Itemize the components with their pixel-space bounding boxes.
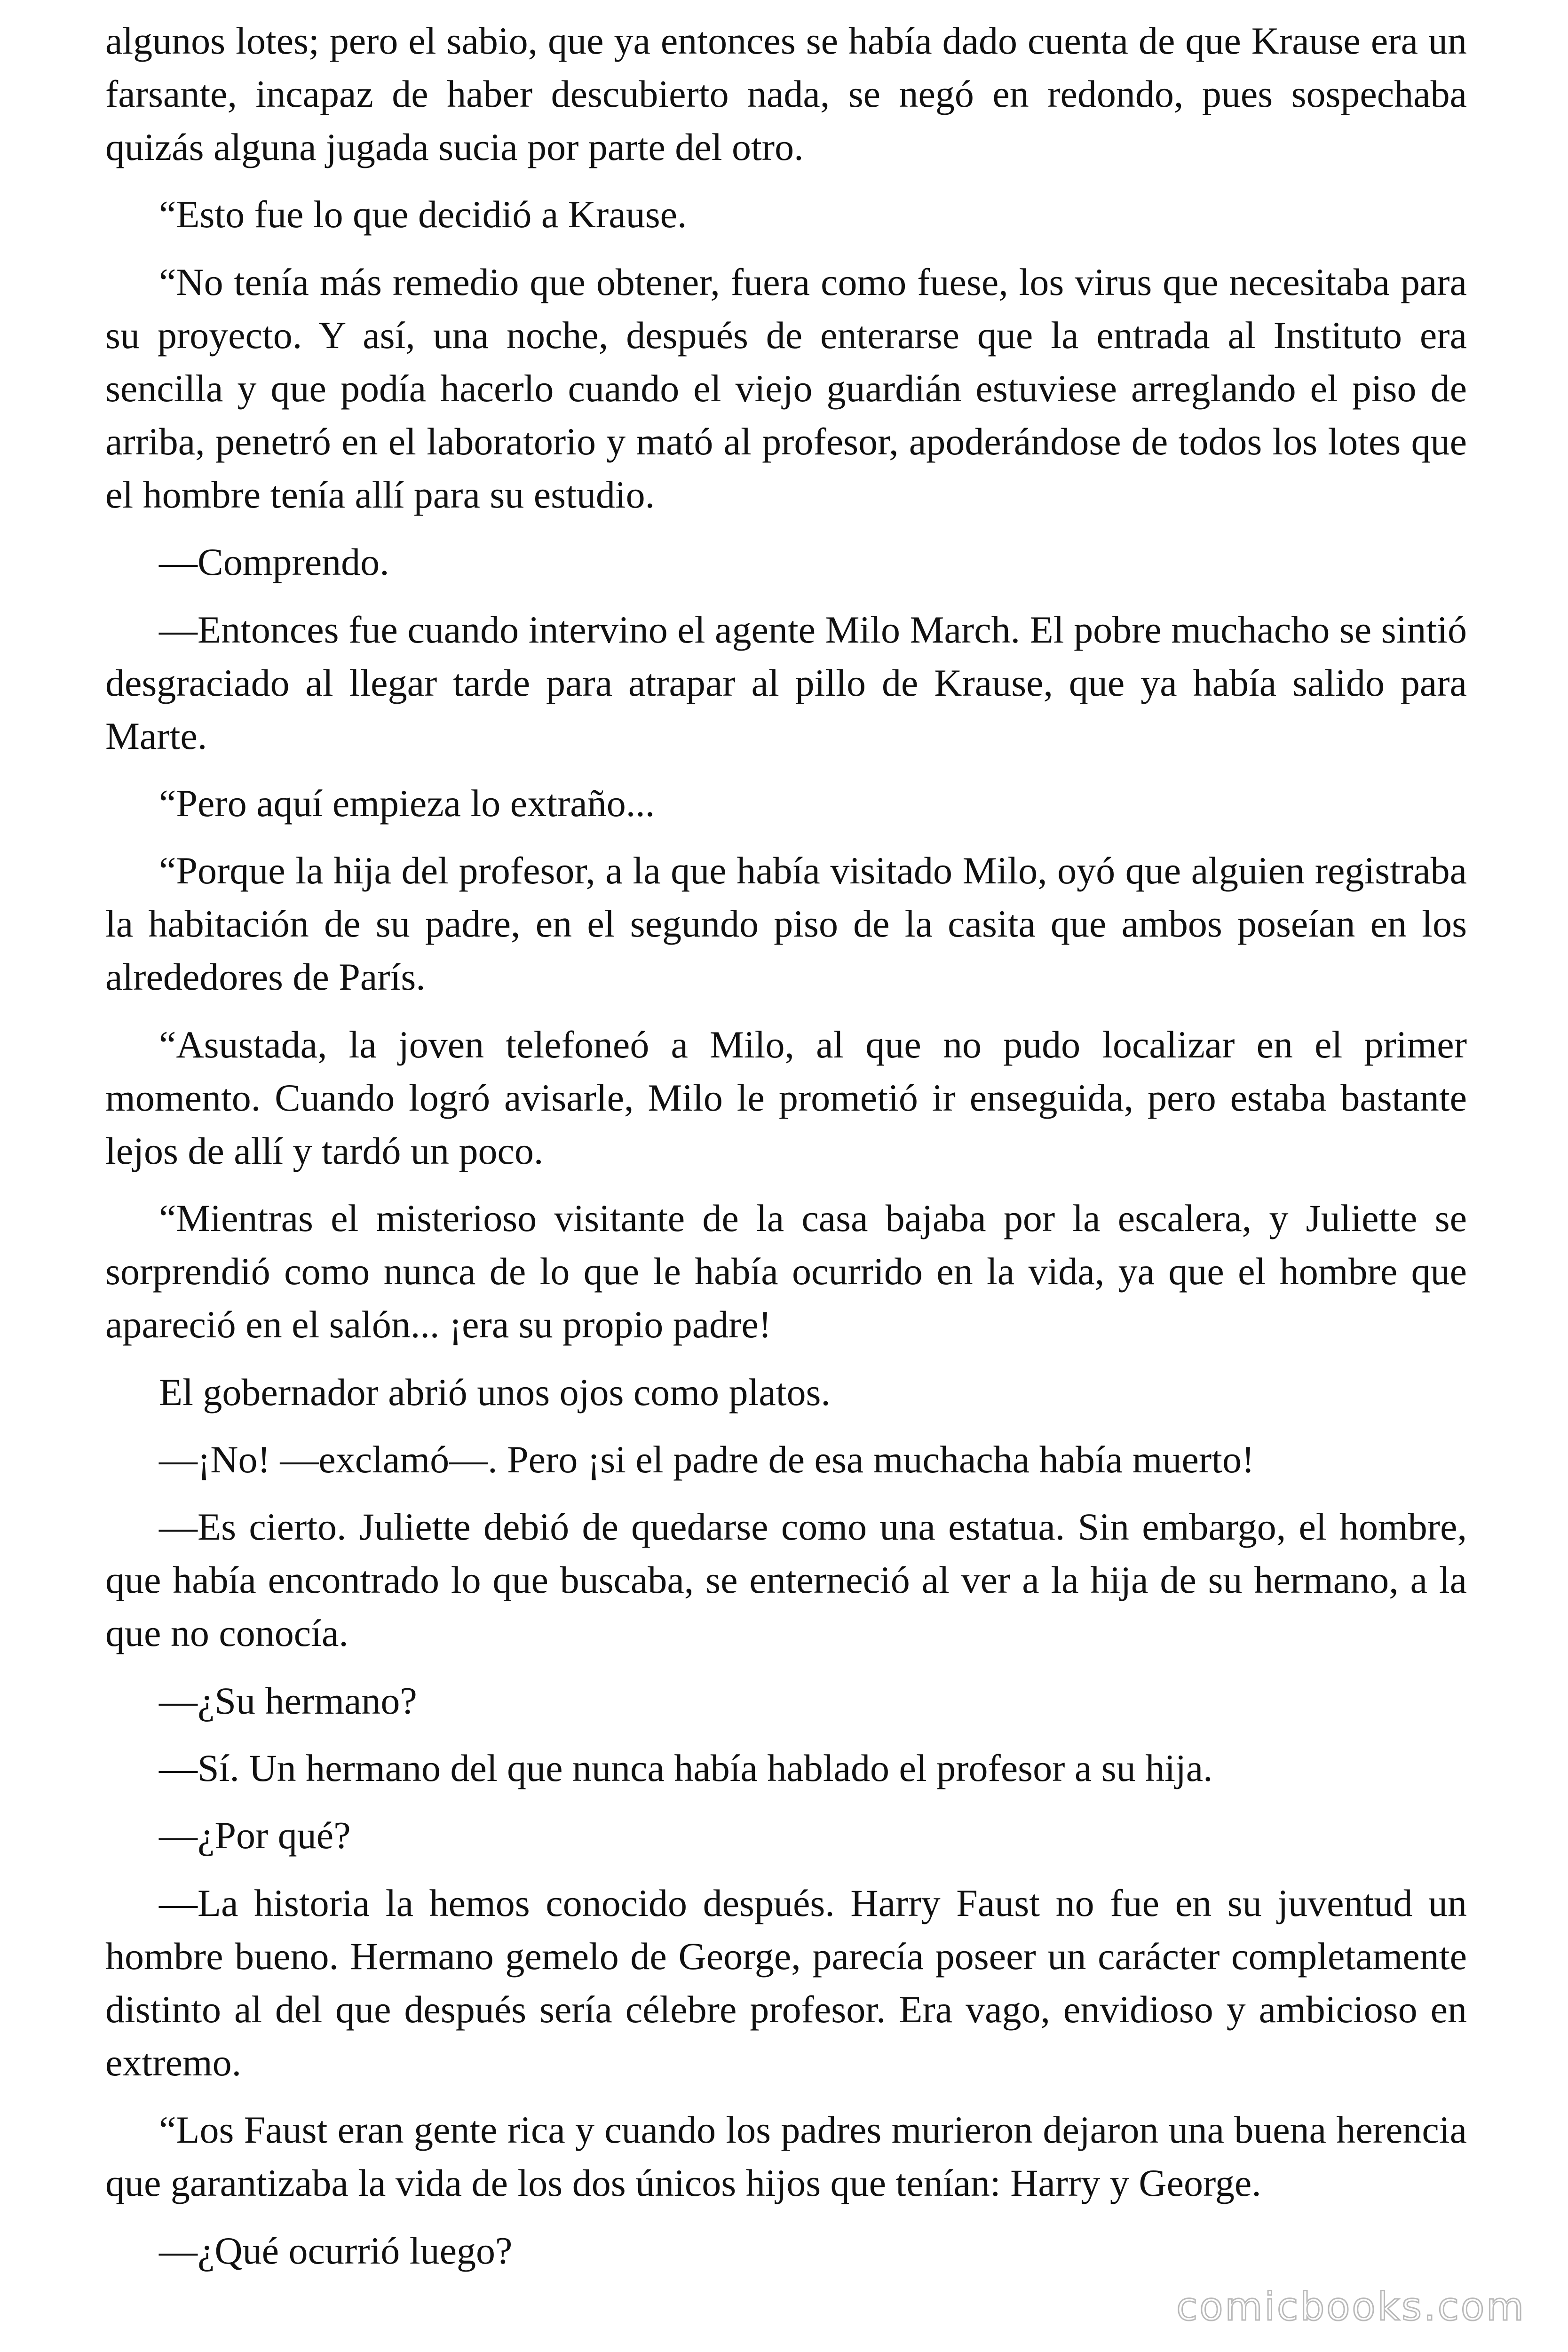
paragraph: “Pero aquí empieza lo extraño... [159,781,655,825]
paragraph: “Esto fue lo que decidió a Krause. [159,193,687,236]
paragraph: —¿Qué ocurrió luego? [159,2229,513,2272]
paragraph: “No tenía más remedio que obtener, fuera como fuese, los virus que necesitaba para su proyecto. Y así, una noche, después de enterarse que la entrada al Instituto era sencilla y que podía hacerlo cuando el viejo guardián estuviese arreglando el piso de arriba, penetró en el laboratorio y mató al profesor, apoderándose de todos los lotes que el hombre tenía allí para su estudio. [105,260,1467,516]
paragraph: —La historia la hemos conocido después. Harry Faust no fue en su juventud un hombre bueno. Hermano gemelo de George, parecía poseer un carácter completamente distinto al del que después sería célebre profesor. Era vago, envidioso y ambicioso en extremo. [105,1881,1467,2084]
paragraph: —Comprendo. [159,540,389,584]
paragraph: —¡No! —exclamó—. Pero ¡si el padre de esa muchacha había muerto! [159,1438,1255,1481]
paragraph: “Porque la hija del profesor, a la que había visitado Milo, oyó que alguien registraba la habitación de su padre, en el segundo piso de la casita que ambos poseían en los alrededores de París. [105,849,1467,999]
paragraph: —¿Su hermano? [159,1679,417,1722]
paragraph: “Asustada, la joven telefoneó a Milo, al que no pudo localizar en el primer momento. Cuando logró avisarle, Milo le prometió ir enseguida, pero estaba bastante lejos de allí y tardó un poco. [105,1023,1467,1172]
paragraph: —¿Por qué? [159,1814,351,1857]
paragraph: —Entonces fue cuando intervino el agente Milo March. El pobre muchacho se sintió desgraciado al llegar tarde para atrapar al pillo de Krause, que ya había salido para Marte. [105,608,1467,757]
paragraph: —Es cierto. Juliette debió de quedarse como una estatua. Sin embargo, el hombre, que había encontrado lo que buscaba, se enterneció al ver a la hija de su hermano, a la que no conocía. [105,1505,1467,1655]
page-text [105,14,1467,2291]
paragraph: El gobernador abrió unos ojos como platos. [159,1370,831,1414]
paragraph: “Mientras el misterioso visitante de la casa bajaba por la escalera, y Juliette se sorprendió como nunca de lo que le había ocurrido en la vida, ya que el hombre que apareció en el salón... ¡era su propio padre! [105,1197,1467,1346]
paragraph: “Los Faust eran gente rica y cuando los padres murieron dejaron una buena herencia que garantizaba la vida de los dos únicos hijos que tenían: Harry y George. [105,2108,1467,2205]
watermark: comicbooks.com [1176,2285,1526,2329]
paragraph: —Sí. Un hermano del que nunca había hablado el profesor a su hija. [159,1747,1213,1790]
paragraph: algunos lotes; pero el sabio, que ya entonces se había dado cuenta de que Krause era un farsante, incapaz de haber descubierto nada, se negó en redondo, pues sospechaba quizás alguna jugada sucia por parte del otro. [105,19,1467,168]
